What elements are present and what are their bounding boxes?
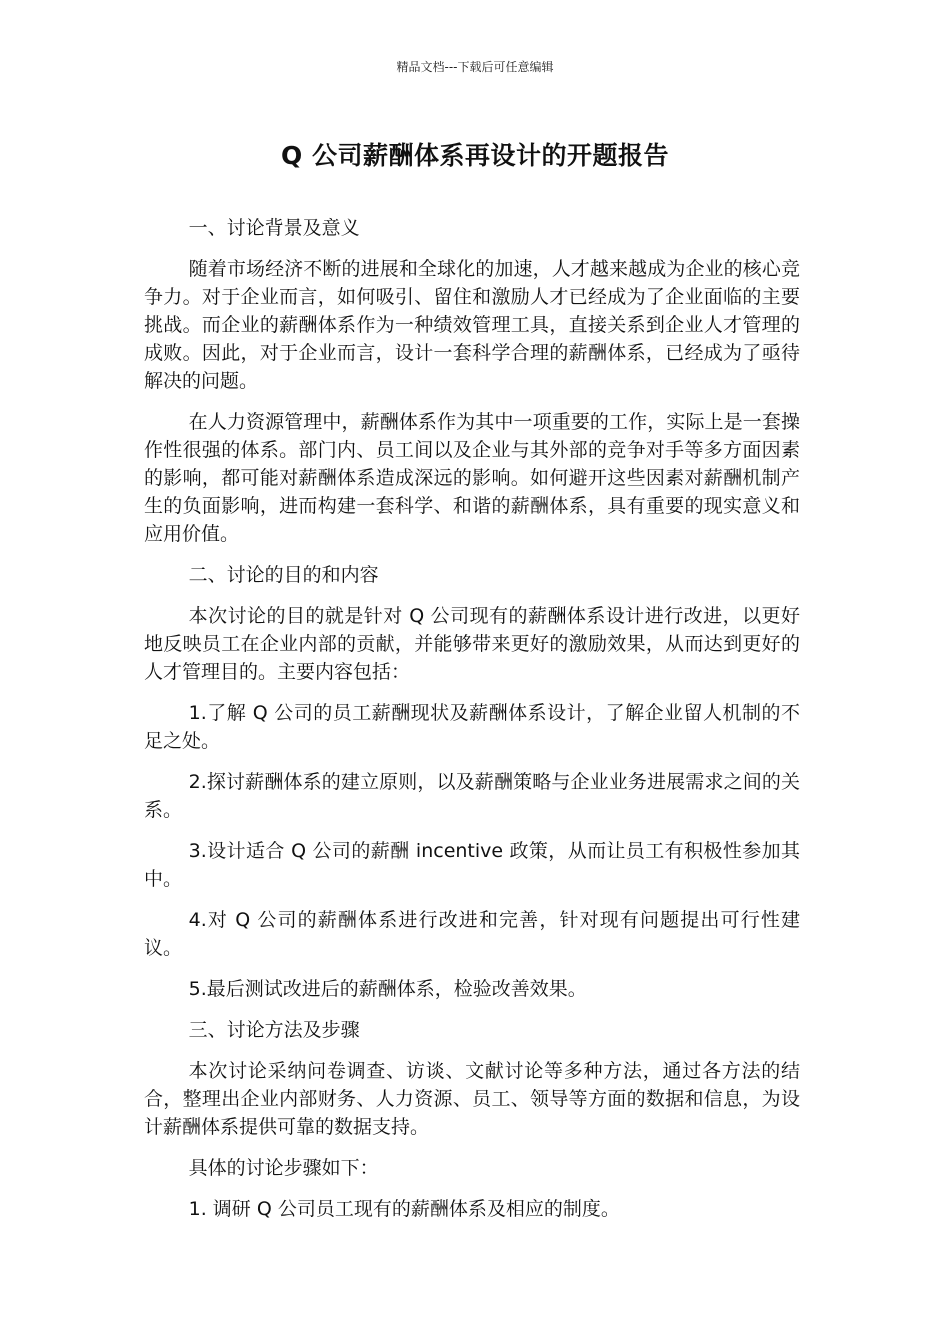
page-header: 精品文档---下载后可任意编辑	[396, 60, 554, 74]
list-item: 1.了解 Q 公司的员工薪酬现状及薪酬体系设计，了解企业留人机制的不足之处。	[144, 702, 800, 752]
list-item: 5.最后测试改进后的薪酬体系，检验改善效果。	[188, 978, 587, 1000]
paragraph: 具体的讨论步骤如下：	[188, 1157, 379, 1179]
list-item: 1. 调研 Q 公司员工现有的薪酬体系及相应的制度。	[188, 1198, 620, 1220]
list-item: 2.探讨薪酬体系的建立原则，以及薪酬策略与企业业务进展需求之间的关系。	[144, 771, 800, 821]
paragraph: 本次讨论的目的就是针对 Q 公司现有的薪酬体系设计进行改进，以更好地反映员工在企业内部的贡献，并能够带来更好的激励效果，从而达到更好的人才管理目的。主要内容包括：	[144, 605, 800, 683]
section-heading-background: 一、讨论背景及意义	[188, 217, 360, 239]
document-title: Q 公司薪酬体系再设计的开题报告	[281, 141, 669, 170]
section-heading-methods: 三、讨论方法及步骤	[188, 1019, 360, 1041]
paragraph: 在人力资源管理中，薪酬体系作为其中一项重要的工作，实际上是一套操作性很强的体系。部门内、员工间以及企业与其外部的竞争对手等多方面因素的影响，都可能对薪酬体系造成深远的影响。如何避开这些因素对薪酬机制产生的负面影响，进而构建一套科学、和谐的薪酬体系，具有重要的现实意义和应用价值。	[144, 411, 800, 545]
paragraph: 随着市场经济不断的进展和全球化的加速，人才越来越成为企业的核心竞争力。对于企业而言，如何吸引、留住和激励人才已经成为了企业面临的主要挑战。而企业的薪酬体系作为一种绩效管理工具，直接关系到企业人才管理的成败。因此，对于企业而言，设计一套科学合理的薪酬体系，已经成为了亟待解决的问题。	[144, 258, 800, 392]
list-item: 3.设计适合 Q 公司的薪酬 incentive 政策，从而让员工有积极性参加其中。	[144, 840, 800, 890]
document-body	[144, 214, 800, 1236]
section-heading-purpose: 二、讨论的目的和内容	[188, 564, 379, 586]
paragraph: 本次讨论采纳问卷调查、访谈、文献讨论等多种方法，通过各方法的结合，整理出企业内部财务、人力资源、员工、领导等方面的数据和信息，为设计薪酬体系提供可靠的数据支持。	[144, 1060, 800, 1138]
list-item: 4.对 Q 公司的薪酬体系进行改进和完善，针对现有问题提出可行性建议。	[144, 909, 800, 959]
